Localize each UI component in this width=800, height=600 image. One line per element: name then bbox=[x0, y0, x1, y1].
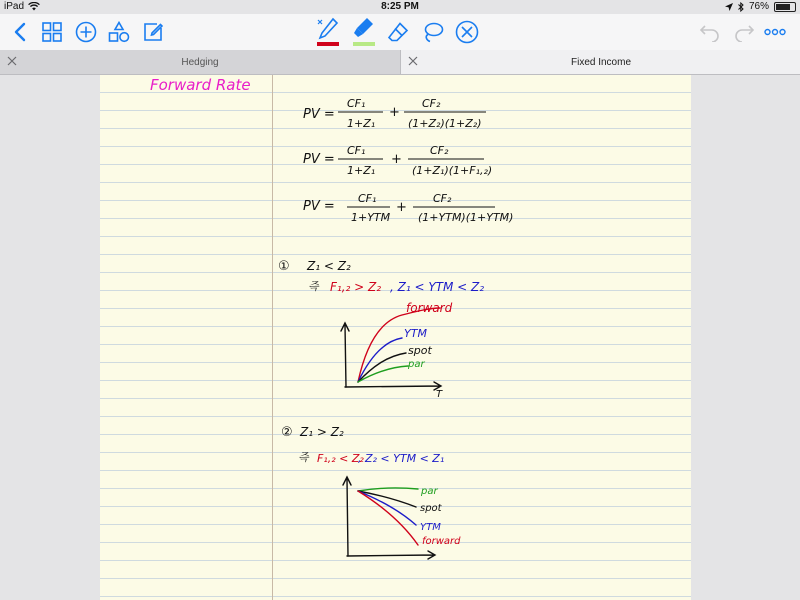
term2-denominator: (1+YTM)(1+YTM) bbox=[418, 211, 514, 224]
add-button[interactable] bbox=[71, 16, 101, 48]
highlighter-tool[interactable] bbox=[349, 16, 379, 48]
case-prefix: 즉 bbox=[308, 280, 319, 293]
case-prefix: 즉 bbox=[298, 451, 309, 464]
case-1 bbox=[278, 259, 484, 294]
curve-label-spot: spot bbox=[408, 344, 432, 357]
eraser-tool[interactable] bbox=[383, 16, 413, 48]
undo-icon bbox=[699, 22, 721, 42]
pen-tool[interactable] bbox=[313, 16, 343, 48]
formula-lhs: PV = bbox=[303, 152, 335, 167]
note-page[interactable] bbox=[100, 75, 691, 600]
add-icon bbox=[75, 21, 97, 43]
term1-denominator: 1+Z₁ bbox=[347, 164, 376, 177]
term2-denominator: (1+Z₁)(1+F₁,₂) bbox=[412, 164, 493, 177]
curve-label-spot: spot bbox=[420, 503, 442, 514]
term2-numerator: CF₂ bbox=[430, 144, 449, 157]
term1-denominator: 1+Z₁ bbox=[347, 117, 376, 130]
x-axis bbox=[347, 551, 435, 559]
eraser-icon bbox=[387, 21, 409, 43]
grid-icon bbox=[42, 22, 62, 42]
term1-numerator: CF₁ bbox=[347, 144, 366, 157]
status-right bbox=[725, 1, 796, 12]
clock: 8:25 PM bbox=[381, 1, 419, 12]
bluetooth-icon bbox=[738, 2, 744, 12]
tab-fixed-income[interactable] bbox=[401, 50, 800, 74]
curve-label-par: par bbox=[421, 486, 438, 497]
tab-bar bbox=[0, 50, 800, 75]
toolbar bbox=[0, 14, 800, 50]
case-condition: Z₁ < Z₂ bbox=[307, 259, 351, 273]
plus-sign: + bbox=[396, 200, 407, 215]
close-circle-icon bbox=[455, 20, 479, 44]
x-axis bbox=[345, 382, 441, 390]
case-marker: ② bbox=[281, 425, 293, 440]
status-bar bbox=[0, 0, 800, 14]
case-result-blue: , Z₂ < YTM < Z₁ bbox=[358, 452, 445, 465]
term1-numerator: CF₁ bbox=[358, 192, 377, 205]
curve-label-ytm: YTM bbox=[404, 327, 427, 340]
thumbnails-button[interactable] bbox=[37, 16, 67, 48]
heading-forward-rate: Forward Rate bbox=[150, 76, 251, 94]
term2-numerator: CF₂ bbox=[433, 192, 452, 205]
lasso-icon bbox=[422, 21, 444, 43]
curve-label-forward: forward bbox=[406, 301, 453, 315]
term2-denominator: (1+Z₂)(1+Z₂) bbox=[408, 117, 482, 130]
more-button[interactable] bbox=[760, 16, 790, 48]
y-axis bbox=[341, 323, 349, 387]
battery-icon bbox=[774, 2, 796, 12]
term1-numerator: CF₁ bbox=[347, 97, 366, 110]
formula-3 bbox=[303, 192, 513, 224]
formula-lhs: PV = bbox=[303, 199, 335, 214]
tab-label: Hedging bbox=[181, 57, 219, 68]
back-button[interactable] bbox=[5, 16, 35, 48]
x-axis-label: T bbox=[436, 389, 443, 400]
formula-2 bbox=[303, 144, 492, 177]
redo-icon bbox=[733, 22, 755, 42]
plus-sign: + bbox=[391, 152, 402, 167]
edit-icon bbox=[143, 22, 163, 42]
curve-forward bbox=[358, 491, 418, 545]
case-result-red: F₁,₂ < Z₂ bbox=[317, 452, 364, 465]
shapes-icon bbox=[108, 21, 130, 43]
curve-label-par: par bbox=[408, 359, 425, 370]
graph-2 bbox=[343, 477, 461, 559]
formula-1 bbox=[303, 97, 486, 130]
tab-hedging[interactable] bbox=[0, 50, 400, 74]
edit-button[interactable] bbox=[138, 16, 168, 48]
undo-button[interactable] bbox=[695, 16, 725, 48]
device-name: iPad bbox=[4, 1, 25, 12]
lasso-tool[interactable] bbox=[418, 16, 448, 48]
location-icon bbox=[725, 3, 733, 11]
back-chevron-icon bbox=[13, 22, 27, 42]
more-icon bbox=[764, 28, 786, 36]
battery-percent: 76% bbox=[748, 1, 769, 12]
curve-label-forward: forward bbox=[422, 536, 461, 547]
handwriting-canvas bbox=[100, 75, 691, 600]
redo-button[interactable] bbox=[729, 16, 759, 48]
pen-icon bbox=[314, 16, 342, 48]
formula-lhs: PV = bbox=[303, 107, 335, 122]
y-axis bbox=[343, 477, 351, 556]
battery-level bbox=[776, 4, 790, 10]
curve-par bbox=[358, 488, 418, 491]
cancel-tool[interactable] bbox=[452, 16, 482, 48]
plus-sign: + bbox=[389, 105, 400, 120]
term1-denominator: 1+YTM bbox=[351, 211, 391, 224]
case-marker: ① bbox=[278, 259, 290, 274]
case-result-red: F₁,₂ > Z₂ bbox=[330, 280, 382, 294]
case-condition: Z₁ > Z₂ bbox=[300, 425, 344, 439]
graph-1 bbox=[341, 301, 453, 400]
shapes-button[interactable] bbox=[104, 16, 134, 48]
tab-label: Fixed Income bbox=[570, 57, 632, 68]
case-2 bbox=[281, 425, 444, 465]
highlighter-icon bbox=[350, 16, 378, 48]
case-result-blue: , Z₁ < YTM < Z₂ bbox=[390, 280, 485, 294]
term2-numerator: CF₂ bbox=[422, 97, 441, 110]
curve-label-ytm: YTM bbox=[420, 522, 441, 533]
